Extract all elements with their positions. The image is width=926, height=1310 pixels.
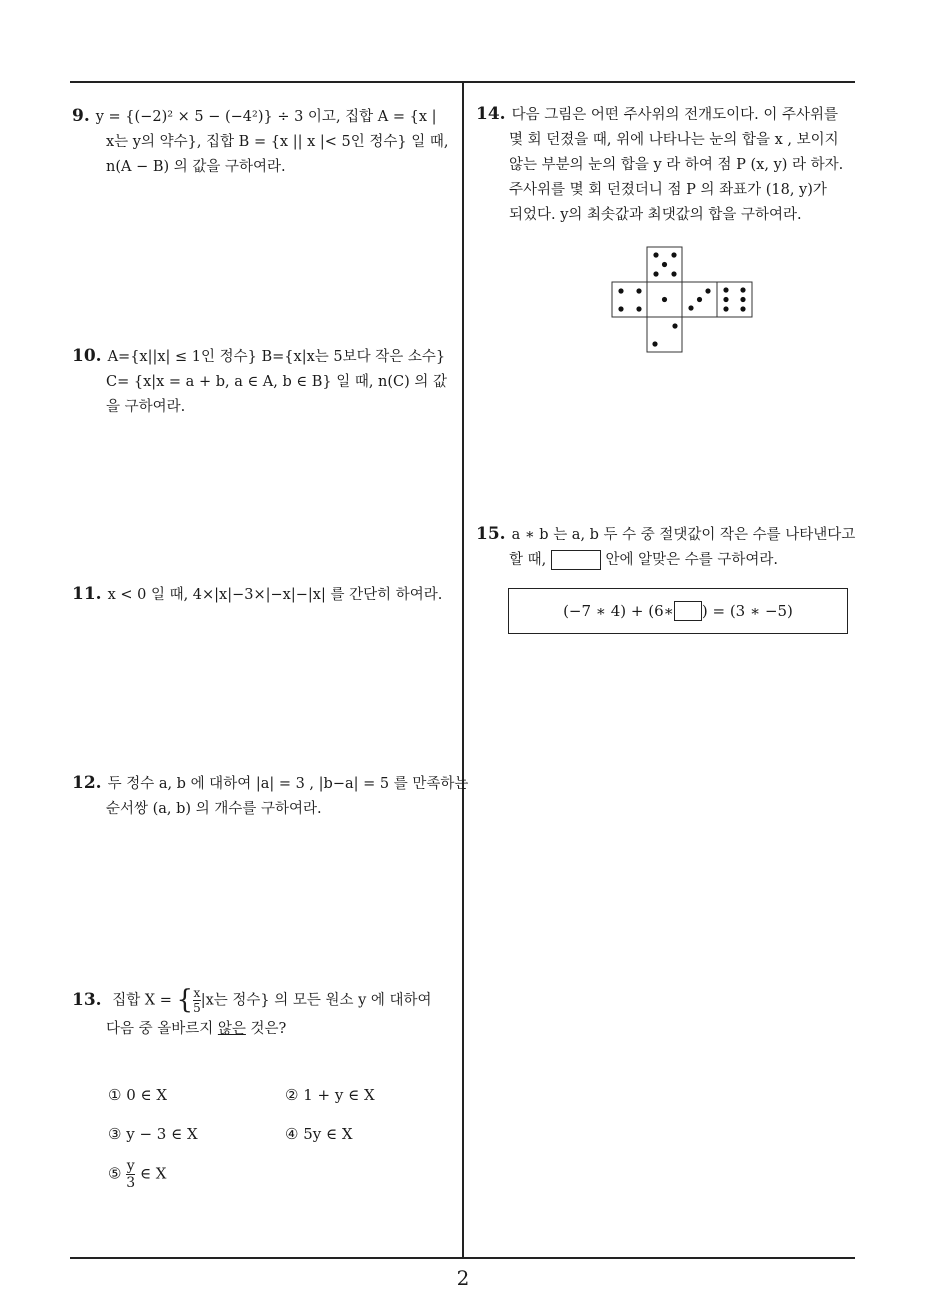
question-14-line-2: 몇 회 던졌을 때, 위에 나타나는 눈의 합을 x , 보이지 (509, 132, 839, 148)
pip (740, 306, 745, 311)
choice-1[interactable]: ① 0 ∈ X (108, 1086, 168, 1104)
choice-5[interactable] (108, 1158, 167, 1191)
question-9-line-2: x는 y의 약수}, 집합 B = {x || x |< 5인 정수} 일 때, (106, 134, 449, 150)
question-15-line-2-a: 할 때, (509, 552, 547, 568)
question-9-line-1: y = {(−2)² × 5 − (−4²)} ÷ 3 이고, 집합 A = {x | (95, 109, 437, 125)
choice-4[interactable]: ④ 5y ∈ X (285, 1125, 353, 1143)
choice-2[interactable]: ② 1 + y ∈ X (285, 1086, 375, 1104)
pip (653, 252, 658, 257)
question-14-line-4: 주사위를 몇 회 던졌더니 점 P 의 좌표가 (18, y)가 (509, 182, 827, 198)
question-9-number: 9. (72, 106, 90, 126)
question-14-number: 14. (476, 104, 506, 124)
equation-blank-box (674, 601, 702, 621)
pip (652, 341, 657, 346)
pip (723, 306, 728, 311)
equation-right: ) = (3 ∗ −5) (701, 602, 793, 620)
choice-5-rest: ∈ X (139, 1164, 167, 1183)
question-14-line-1: 다음 그림은 어떤 주사위의 전개도이다. 이 주사위를 (511, 107, 838, 123)
question-15-line-1: a ∗ b 는 a, b 두 수 중 절댓값이 작은 수를 나타낸다고 (511, 527, 856, 543)
question-12-line-1: 두 정수 a, b 에 대하여 |a| = 3 , |b−a| = 5 를 만족하는 (107, 776, 469, 792)
fraction-bottom: 5 (193, 1001, 201, 1015)
question-13-line-2-a: 다음 중 올바르지 (106, 1021, 218, 1037)
question-11-line-1: x < 0 일 때, 4×|x|−3×|−x|−|x| 를 간단히 하여라. (107, 587, 443, 603)
pip (740, 287, 745, 292)
pip (672, 323, 677, 328)
left-brace: { (176, 985, 194, 1015)
question-14 (476, 102, 861, 228)
pip (723, 287, 728, 292)
pip (618, 306, 623, 311)
question-9-line-3: n(A − B) 의 값을 구하여라. (106, 159, 286, 175)
fraction-bottom: 3 (126, 1175, 136, 1191)
dice-net-figure (611, 246, 757, 356)
equation-box (508, 588, 848, 634)
question-10-line-3: 을 구하여라. (106, 399, 186, 415)
question-15-line-2-b: 안에 알맞은 수를 구하여라. (605, 552, 778, 568)
pip (662, 297, 667, 302)
choice-5-mark: ⑤ (108, 1164, 122, 1183)
question-14-line-3: 않는 부분의 눈의 합을 y 라 하여 점 P (x, y) 라 하자. (509, 157, 844, 173)
question-13-set-prefix: 집합 X = (112, 992, 172, 1009)
page-number: 2 (456, 1266, 470, 1290)
die-face-bottom (647, 317, 682, 352)
fraction-y-over-3 (126, 1158, 135, 1191)
fraction-x-over-5 (193, 986, 201, 1015)
question-13 (72, 986, 457, 1042)
pip (705, 288, 710, 293)
question-13-set-condition: |x는 정수} (200, 992, 270, 1009)
pip (671, 271, 676, 276)
question-13-line-2-b: 것은? (245, 1021, 287, 1037)
question-13-underlined-word: 않은 (217, 1021, 246, 1037)
pip (671, 252, 676, 257)
pip (723, 297, 728, 302)
question-15 (476, 522, 861, 573)
question-11 (72, 582, 457, 608)
die-face-left (612, 282, 647, 317)
pip (697, 297, 702, 302)
die-face-far-right (717, 282, 752, 317)
answer-blank-box (551, 550, 601, 570)
fraction-top: y (126, 1158, 135, 1174)
question-12-line-2: 순서쌍 (a, b) 의 개수를 구하여라. (106, 801, 322, 817)
question-10-line-2: C= {x|x = a + b, a ∈ A, b ∈ B} 일 때, n(C) 의 값 (106, 374, 448, 390)
bottom-rule (70, 1257, 855, 1259)
pip (653, 271, 658, 276)
question-10-number: 10. (72, 346, 102, 366)
fraction-top: x (193, 986, 201, 1000)
question-13-number: 13. (72, 989, 102, 1010)
question-12 (72, 771, 469, 822)
pip (740, 297, 745, 302)
question-10-line-1: A={x||x| ≤ 1인 정수} B={x|x는 5보다 작은 소수} (107, 349, 446, 365)
question-10 (72, 344, 457, 420)
question-13-line-1-post: 의 모든 원소 y 에 대하여 (274, 992, 432, 1009)
question-9 (72, 104, 457, 180)
question-15-number: 15. (476, 524, 506, 544)
question-11-number: 11. (72, 584, 102, 604)
equation-left: (−7 ∗ 4) + (6∗ (563, 602, 674, 620)
pip (636, 288, 641, 293)
pip (618, 288, 623, 293)
pip (636, 306, 641, 311)
pip (688, 305, 693, 310)
question-12-number: 12. (72, 773, 102, 793)
question-14-line-5: 되었다. y의 최솟값과 최댓값의 합을 구하여라. (509, 207, 802, 223)
choice-3[interactable]: ③ y − 3 ∈ X (108, 1125, 198, 1143)
pip (662, 262, 667, 267)
column-divider (462, 81, 464, 1259)
